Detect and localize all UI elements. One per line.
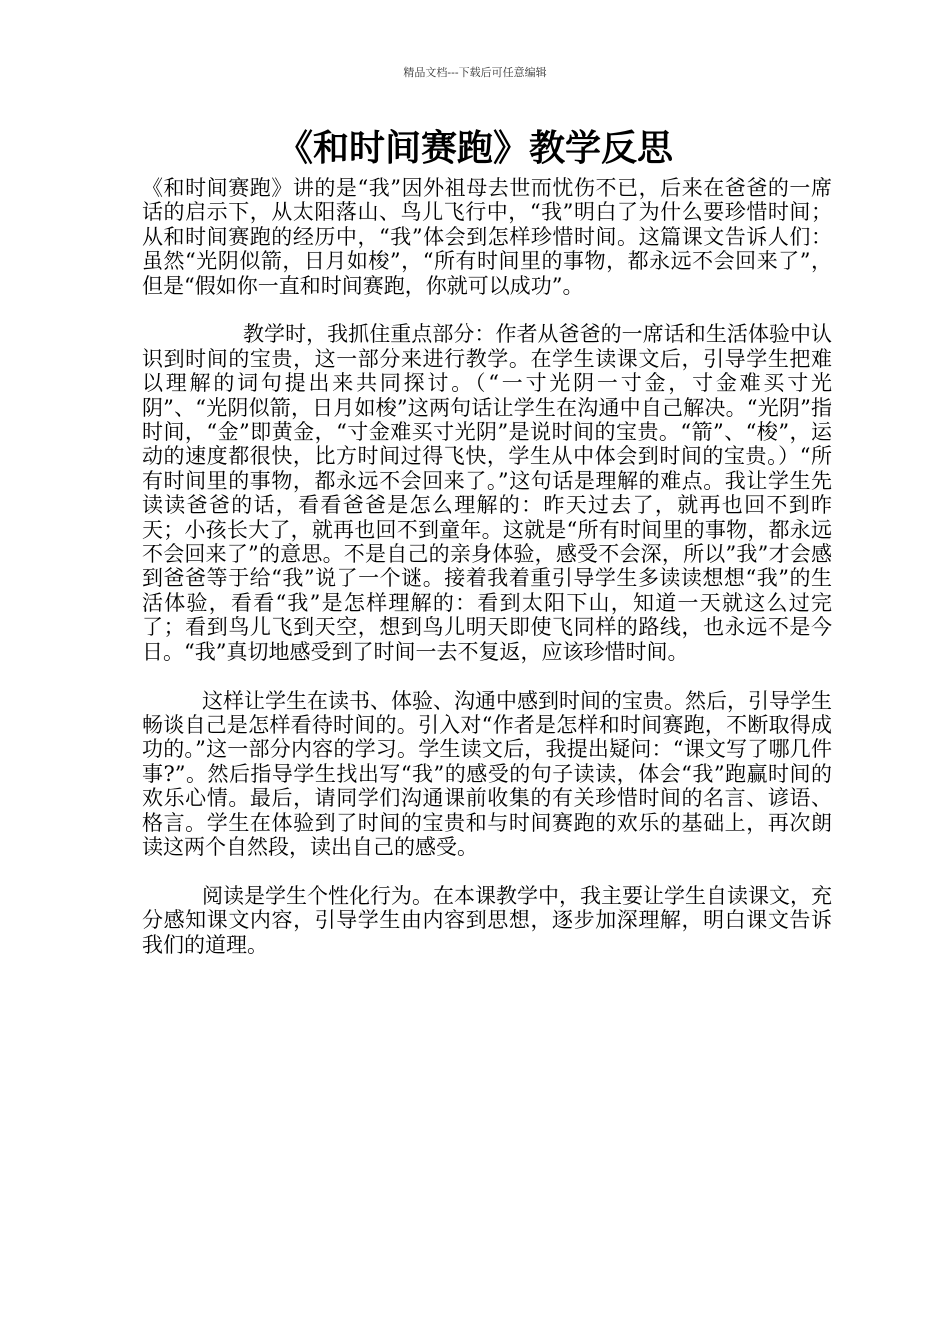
paragraph-discussion: 这样让学生在读书、体验、沟通中感到时间的宝贵。然后，引导学生畅谈自己是怎样看待时间的。引入对“作者是怎样和时间赛跑，不断取得成功的。”这一部分内容的学习。学生读文后，我提出疑问：“课文写了哪几件事?”。然后指导学生找出写“我”的感受的句子读读，体会“我”跑赢时间的欢乐心情。最后，请同学们沟通课前收集的有关珍惜时间的名言、谚语、格言。学生在体验到了时间的宝贵和与时间赛跑的欢乐的基础上，再次朗读这两个自然段，读出自己的感受。 — [142, 688, 832, 859]
document-body — [142, 176, 832, 981]
paragraph-intro: 《和时间赛跑》讲的是“我”因外祖母去世而忧伤不已，后来在爸爸的一席话的启示下，从太阳落山、鸟儿飞行中，“我”明白了为什么要珍惜时间；从和时间赛跑的经历中，“我”体会到怎样珍惜时间。这篇课文告诉人们：虽然“光阴似箭，日月如梭”，“所有时间里的事物，都永远不会回来了”，但是“假如你一直和时间赛跑，你就可以成功”。 — [142, 176, 832, 298]
document-title: 《和时间赛跑》教学反思 — [276, 127, 673, 169]
page-header-note: 精品文档---下载后可任意编辑 — [403, 66, 547, 79]
paragraph-conclusion: 阅读是学生个性化行为。在本课教学中，我主要让学生自读课文，充分感知课文内容，引导学生由内容到思想，逐步加深理解，明白课文告诉我们的道理。 — [142, 883, 832, 957]
paragraph-teaching-process: 教学时，我抓住重点部分：作者从爸爸的一席话和生活体验中认识到时间的宝贵，这一部分来进行教学。在学生读课文后，引导学生把难以理解的词句提出来共同探讨。（“一寸光阴一寸金，寸金难买寸光阴”、“光阴似箭，日月如梭”这两句话让学生在沟通中自己解决。“光阴”指时间，“金”即黄金，“寸金难买寸光阴”是说时间的宝贵。“箭”、“梭”，运动的速度都很快，比方时间过得飞快，学生从中体会到时间的宝贵。）“所有时间里的事物，都永远不会回来了。”这句话是理解的难点。我让学生先读读爸爸的话，看看爸爸是怎么理解的：昨天过去了，就再也回不到昨天；小孩长大了，就再也回不到童年。这就是“所有时间里的事物，都永远不会回来了”的意思。不是自己的亲身体验，感受不会深，所以”我”才会感到爸爸等于给“我”说了一个谜。接着我着重引导学生多读读想想“我”的生活体验，看看“我”是怎样理解的：看到太阳下山，知道一天就这么过完了；看到鸟儿飞到天空，想到鸟儿明天即使飞同样的路线，也永远不是今日。“我”真切地感受到了时间一去不复返，应该珍惜时间。 — [142, 322, 832, 664]
